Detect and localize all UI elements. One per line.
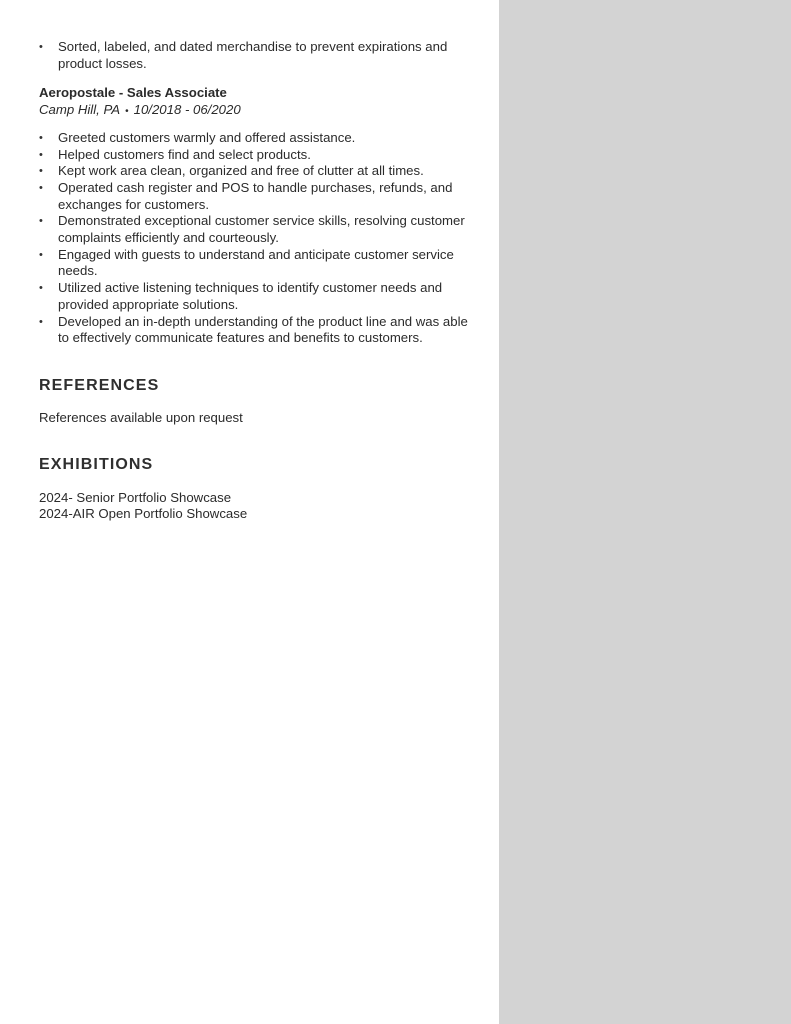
sidebar-column	[499, 0, 791, 1024]
exhibition-item: 2024- Senior Portfolio Showcase	[39, 489, 232, 505]
list-item: • Operated cash register and POS to handle purchases, refunds, and exchanges for customers.	[39, 180, 469, 213]
list-item: • Utilized active listening techniques to identify customer needs and provided appropriate solutions.	[39, 280, 469, 313]
resume-content	[39, 39, 469, 523]
list-item: • Helped customers find and select products.	[39, 147, 469, 164]
exhibition-item: 2024-AIR Open Portfolio Showcase	[39, 506, 248, 522]
exhibitions-heading: EXHIBITIONS	[39, 455, 154, 473]
list-item: • Sorted, labeled, and dated merchandise to prevent expirations and product losses.	[39, 39, 469, 72]
job-title: Aeropostale - Sales Associate	[39, 85, 227, 101]
list-item: • Demonstrated exceptional customer service skills, resolving customer complaints efficiently and courteously.	[39, 213, 469, 246]
job-dates: 10/2018 - 06/2020	[133, 102, 241, 118]
list-item: • Developed an in-depth understanding of the product line and was able to effectively communicate features and benefits to customers.	[39, 314, 469, 347]
job-location: Camp Hill, PA	[39, 102, 121, 118]
job-bullets	[39, 130, 469, 347]
meta-separator: •	[125, 106, 129, 118]
references-text: References available upon request	[39, 409, 243, 425]
job-meta	[39, 102, 469, 121]
exhibitions-list	[39, 490, 469, 523]
list-item: • Kept work area clean, organized and free of clutter at all times.	[39, 163, 469, 180]
list-item: • Greeted customers warmly and offered assistance.	[39, 130, 469, 147]
references-heading: REFERENCES	[39, 376, 160, 394]
list-item: • Engaged with guests to understand and anticipate customer service needs.	[39, 247, 469, 280]
prior-job-bullets	[39, 39, 469, 72]
